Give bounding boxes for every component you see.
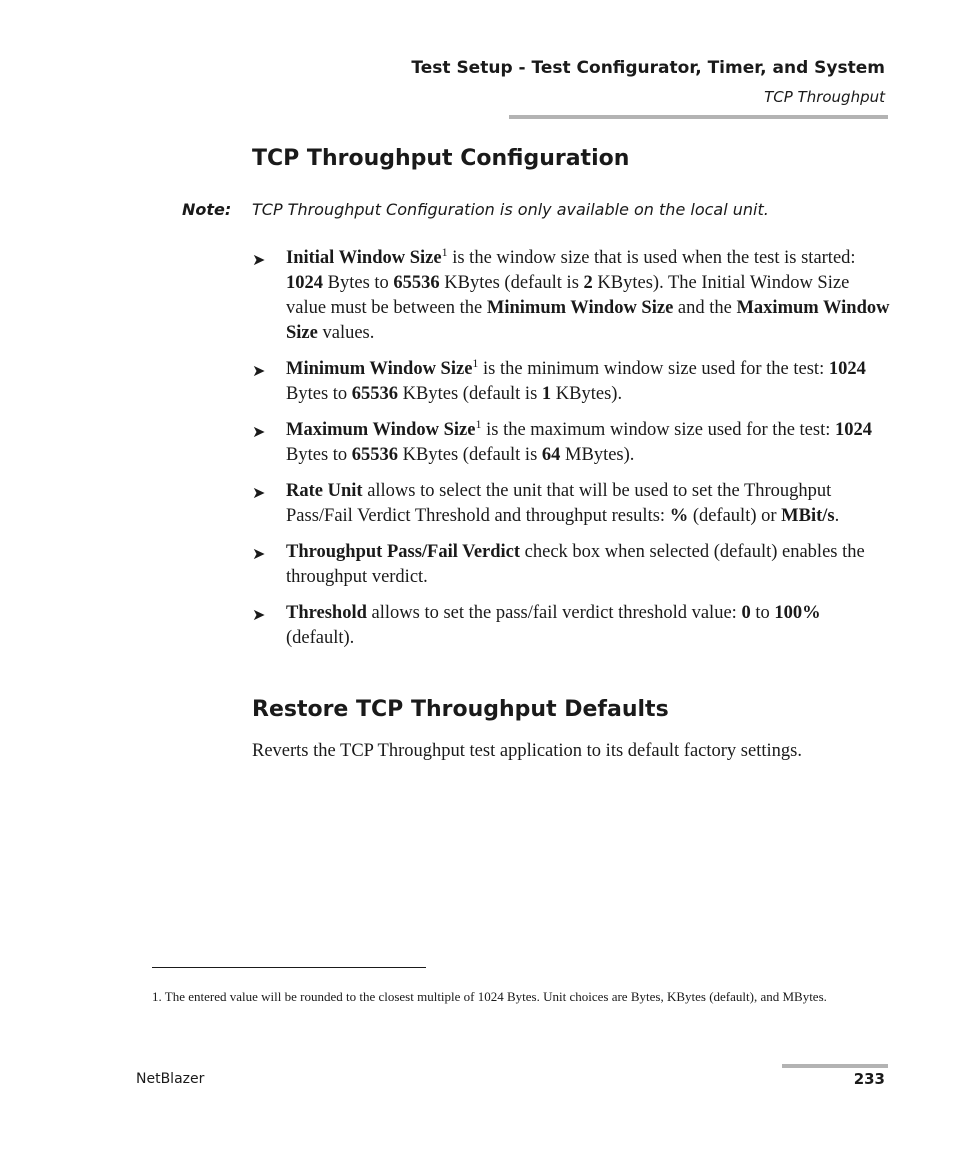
value: %	[669, 506, 689, 526]
value: 100%	[774, 603, 821, 623]
value: 65536	[393, 273, 440, 293]
text: KBytes). The Initial Window Size value must be between the	[286, 273, 850, 318]
value: 1024	[834, 420, 872, 440]
text: values.	[317, 323, 375, 343]
text: KBytes (default is	[398, 384, 542, 404]
text: allows to set the pass/fail verdict threshold value:	[366, 603, 742, 623]
footnote-ref: 1	[475, 416, 482, 431]
term: Minimum Window Size	[286, 359, 473, 379]
text: is the maximum window size used for the test:	[481, 420, 835, 440]
footnote-rule	[152, 967, 426, 968]
value: 64	[541, 445, 561, 465]
value: 1024	[828, 359, 866, 379]
bullet-arrow-icon: ➤	[252, 422, 266, 441]
list-item-rate-unit	[252, 479, 892, 529]
header-rule	[509, 115, 888, 119]
text: check box when selected (default) enables the throughput verdict.	[286, 542, 865, 587]
text: to	[750, 603, 775, 623]
bullet-arrow-icon: ➤	[252, 361, 266, 380]
footer-product-name: NetBlazer	[136, 1071, 205, 1087]
list-item-maximum-window-size	[252, 418, 892, 468]
value: MBit/s	[781, 506, 835, 526]
value: 1024	[286, 273, 323, 293]
footer-rule	[782, 1064, 888, 1068]
value: 0	[741, 603, 751, 623]
text: is the minimum window size used for the test:	[478, 359, 829, 379]
value: 1	[541, 384, 552, 404]
text: Bytes to	[286, 384, 352, 404]
page-number: 233	[853, 1070, 885, 1088]
text: KBytes (default is	[398, 445, 542, 465]
section-heading-config: TCP Throughput Configuration	[252, 146, 630, 171]
note-text: TCP Throughput Configuration is only available on the local unit.	[252, 200, 769, 219]
value: 65536	[351, 445, 399, 465]
note-label: Note:	[182, 200, 232, 219]
footnote-ref: 1	[472, 355, 479, 370]
text: KBytes (default is	[439, 273, 584, 293]
bullet-arrow-icon: ➤	[252, 250, 266, 269]
page-header-subtitle: TCP Throughput	[764, 88, 885, 106]
section-heading-restore: Restore TCP Throughput Defaults	[252, 697, 669, 722]
value: 65536	[351, 384, 399, 404]
term: Rate Unit	[286, 481, 363, 501]
list-item-threshold	[252, 601, 892, 651]
text: .	[834, 506, 840, 526]
text: allows to select the unit that will be used to set the Throughput Pass/Fail Verdict Threshold and throughput results:	[286, 481, 832, 526]
text: (default).	[286, 628, 355, 648]
list-item-pass-fail-verdict	[252, 540, 892, 590]
footnote: 1. The entered value will be rounded to the closest multiple of 1024 Bytes. Unit choices are Bytes, KBytes (default), and MBytes.	[152, 989, 827, 1004]
text: (default) or	[688, 506, 782, 526]
text: is the window size that is used when the test is started:	[447, 248, 856, 268]
text: KBytes).	[551, 384, 623, 404]
text: Bytes to	[286, 445, 352, 465]
bullet-arrow-icon: ➤	[252, 544, 266, 563]
term: Maximum Window Size	[286, 420, 476, 440]
list-item-minimum-window-size	[252, 357, 892, 407]
page-header-title: Test Setup - Test Configurator, Timer, and System	[411, 58, 885, 78]
term: Threshold	[286, 603, 367, 623]
term: Initial Window Size	[286, 248, 442, 268]
bullet-arrow-icon: ➤	[252, 483, 266, 502]
text: and the	[673, 298, 737, 318]
term: Maximum Window Size	[286, 298, 890, 343]
list-item-initial-window-size	[252, 246, 892, 346]
restore-description: Reverts the TCP Throughput test application to its default factory settings.	[252, 741, 802, 761]
parameter-list	[252, 246, 892, 662]
bullet-arrow-icon: ➤	[252, 605, 266, 624]
term: Throughput Pass/Fail Verdict	[286, 542, 521, 562]
footnote-ref: 1	[441, 244, 448, 259]
term: Minimum Window Size	[486, 298, 674, 318]
text: Bytes to	[323, 273, 394, 293]
text: MBytes).	[560, 445, 635, 465]
value: 2	[583, 273, 593, 293]
